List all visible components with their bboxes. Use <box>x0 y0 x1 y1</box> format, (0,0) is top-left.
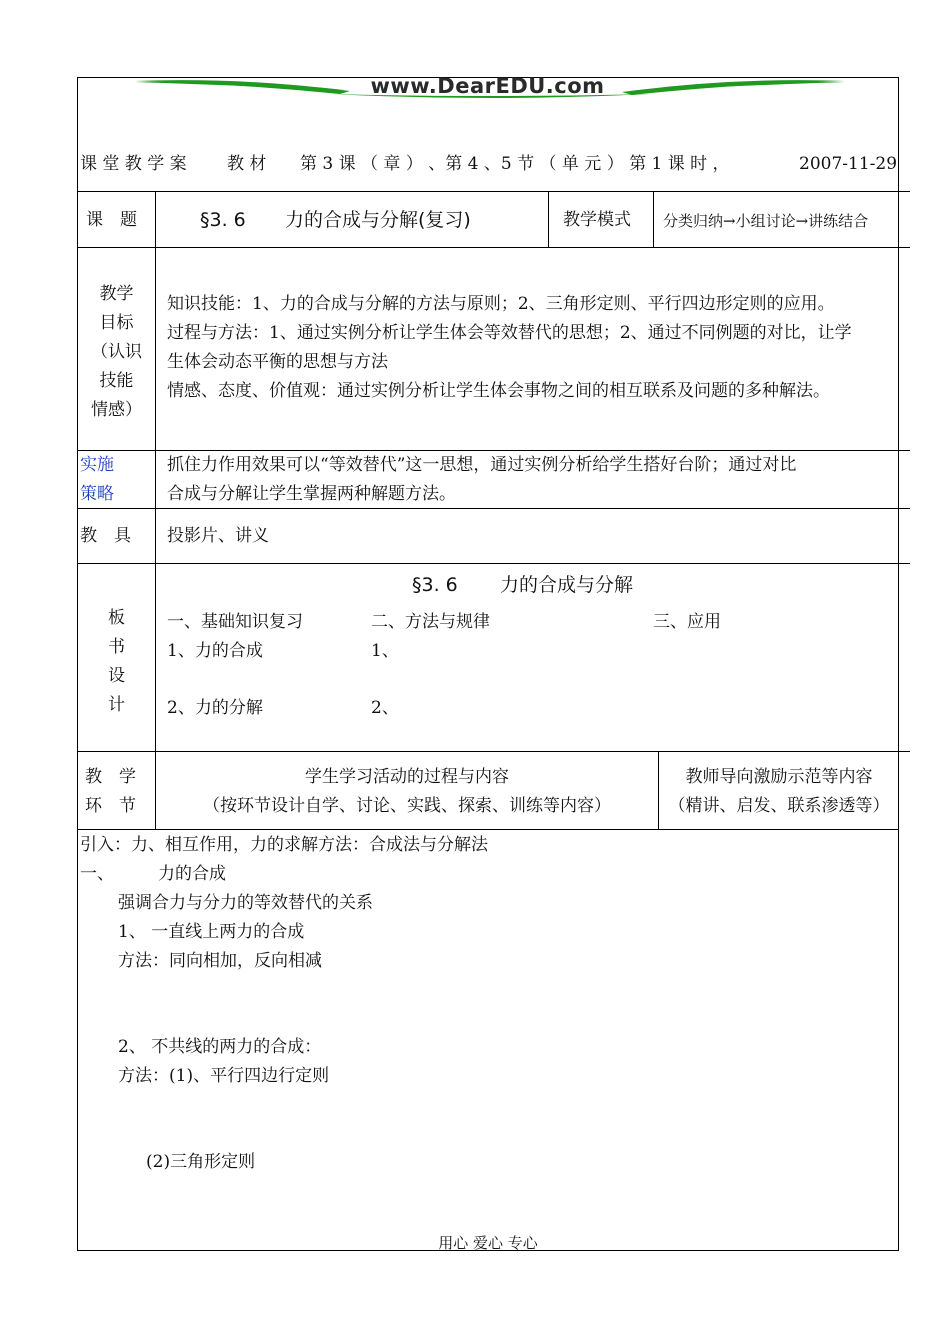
tools-label: 教 具 <box>80 526 131 546</box>
goals-label-line: 教学 <box>99 284 134 304</box>
row-divider-tools <box>77 563 910 564</box>
method2-line: 方法：(1)、平行四边行定则 <box>118 1066 330 1086</box>
tools-value: 投影片、讲义 <box>167 526 269 546</box>
board-label-line: 计 <box>108 695 125 715</box>
board-label-line: 板 <box>108 608 125 628</box>
row-divider-topic <box>77 247 910 248</box>
header-date: 2007-11-29 <box>799 154 898 174</box>
goals-label-line: 目标 <box>99 313 134 333</box>
header-label-textbook: 教 材 <box>227 154 267 174</box>
method3-line: (2)三角形定则 <box>146 1152 256 1172</box>
col-divider-teacher <box>658 751 659 830</box>
teaching-mode-label: 教学模式 <box>563 210 631 230</box>
topic-label: 课 题 <box>86 210 137 230</box>
row-divider-process-head <box>77 829 899 830</box>
row-divider-board <box>77 751 910 752</box>
col-divider-mode-value <box>653 191 654 248</box>
process-label-top: 教 学 <box>85 767 136 787</box>
student-activity-subtitle: （按环节设计自学、讨论、实践、探索、训练等内容） <box>203 796 611 816</box>
strategy-line: 合成与分解让学生掌握两种解题方法。 <box>167 484 456 504</box>
board-col2-item1: 1、 <box>371 641 399 661</box>
board-label-line: 书 <box>108 637 125 657</box>
board-col1-item2: 2、力的分解 <box>167 698 263 718</box>
emphasis-line: 强调合力与分力的等效替代的关系 <box>118 893 373 913</box>
goals-label-line: 技能 <box>99 371 134 391</box>
header-label-lesson-plan: 课 堂 教 学 案 <box>80 154 187 174</box>
teaching-mode-value: 分类归纳→小组讨论→讲练结合 <box>663 212 869 230</box>
item1-line: 1、 一直线上两力的合成 <box>118 922 305 942</box>
board-col2-item2: 2、 <box>371 698 399 718</box>
method1-line: 方法：同向相加，反向相减 <box>118 951 322 971</box>
teacher-guide-subtitle: （精讲、启发、联系渗透等） <box>668 796 890 816</box>
goals-line-emotion: 情感、态度、价值观：通过实例分析让学生体会事物之间的相互联系及问题的多种解法。 <box>167 381 830 401</box>
section1-number: 一、 <box>80 864 114 884</box>
board-col3-head: 三、应用 <box>653 612 721 632</box>
board-section: §3. 6 <box>412 574 458 596</box>
outer-border-right <box>898 77 899 1251</box>
board-col2-head: 二、方法与规律 <box>371 612 490 632</box>
strategy-label-line: 策略 <box>80 484 114 504</box>
topic-title: 力的合成与分解(复习) <box>285 209 471 231</box>
section1-title: 力的合成 <box>158 864 226 884</box>
teacher-guide-title: 教师导向激励示范等内容 <box>685 767 873 787</box>
strategy-line: 抓住力作用效果可以“等效替代”这一思想，通过实例分析给学生搭好台阶；通过对比 <box>167 455 797 475</box>
board-col1-item1: 1、力的合成 <box>167 641 263 661</box>
goals-line-process: 过程与方法：1、通过实例分析让学生体会等效替代的思想；2、通过不同例题的对比，让学 <box>167 323 852 343</box>
goals-label-line: 情感） <box>91 400 142 420</box>
board-col1-head: 一、基础知识复习 <box>167 612 303 632</box>
goals-label <box>78 280 155 425</box>
board-label <box>78 604 155 720</box>
student-activity-title: 学生学习活动的过程与内容 <box>305 767 509 787</box>
item2-line: 2、 不共线的两力的合成： <box>118 1037 322 1057</box>
col-divider-left <box>155 191 156 830</box>
col-divider-mode-label <box>548 191 549 248</box>
header-lesson-info: 第 3 课 （ 章 ） 、第 4 、5 节 （ 单 元 ） 第 1 课 时 ， <box>300 154 730 174</box>
page-footer: 用心 爱心 专心 <box>438 1234 538 1252</box>
topic-section: §3. 6 <box>200 209 246 231</box>
row-divider-strategy <box>77 508 910 509</box>
goals-label-line: （认识 <box>91 342 142 362</box>
site-logo <box>130 74 850 104</box>
row-divider-header <box>77 191 910 192</box>
board-label-line: 设 <box>108 666 125 686</box>
row-divider-goals <box>77 450 910 451</box>
process-label-bottom: 环 节 <box>85 796 136 816</box>
goals-line-knowledge: 知识技能：1、力的合成与分解的方法与原则；2、三角形定则、平行四边形定则的应用。 <box>167 294 835 314</box>
goals-line-process-cont: 生体会动态平衡的思想与方法 <box>167 352 388 372</box>
logo-text: www.DearEDU.com <box>370 74 605 98</box>
strategy-label-line: 实施 <box>80 455 114 475</box>
board-title: 力的合成与分解 <box>500 574 634 596</box>
intro-line: 引入：力、相互作用，力的求解方法：合成法与分解法 <box>80 835 488 855</box>
